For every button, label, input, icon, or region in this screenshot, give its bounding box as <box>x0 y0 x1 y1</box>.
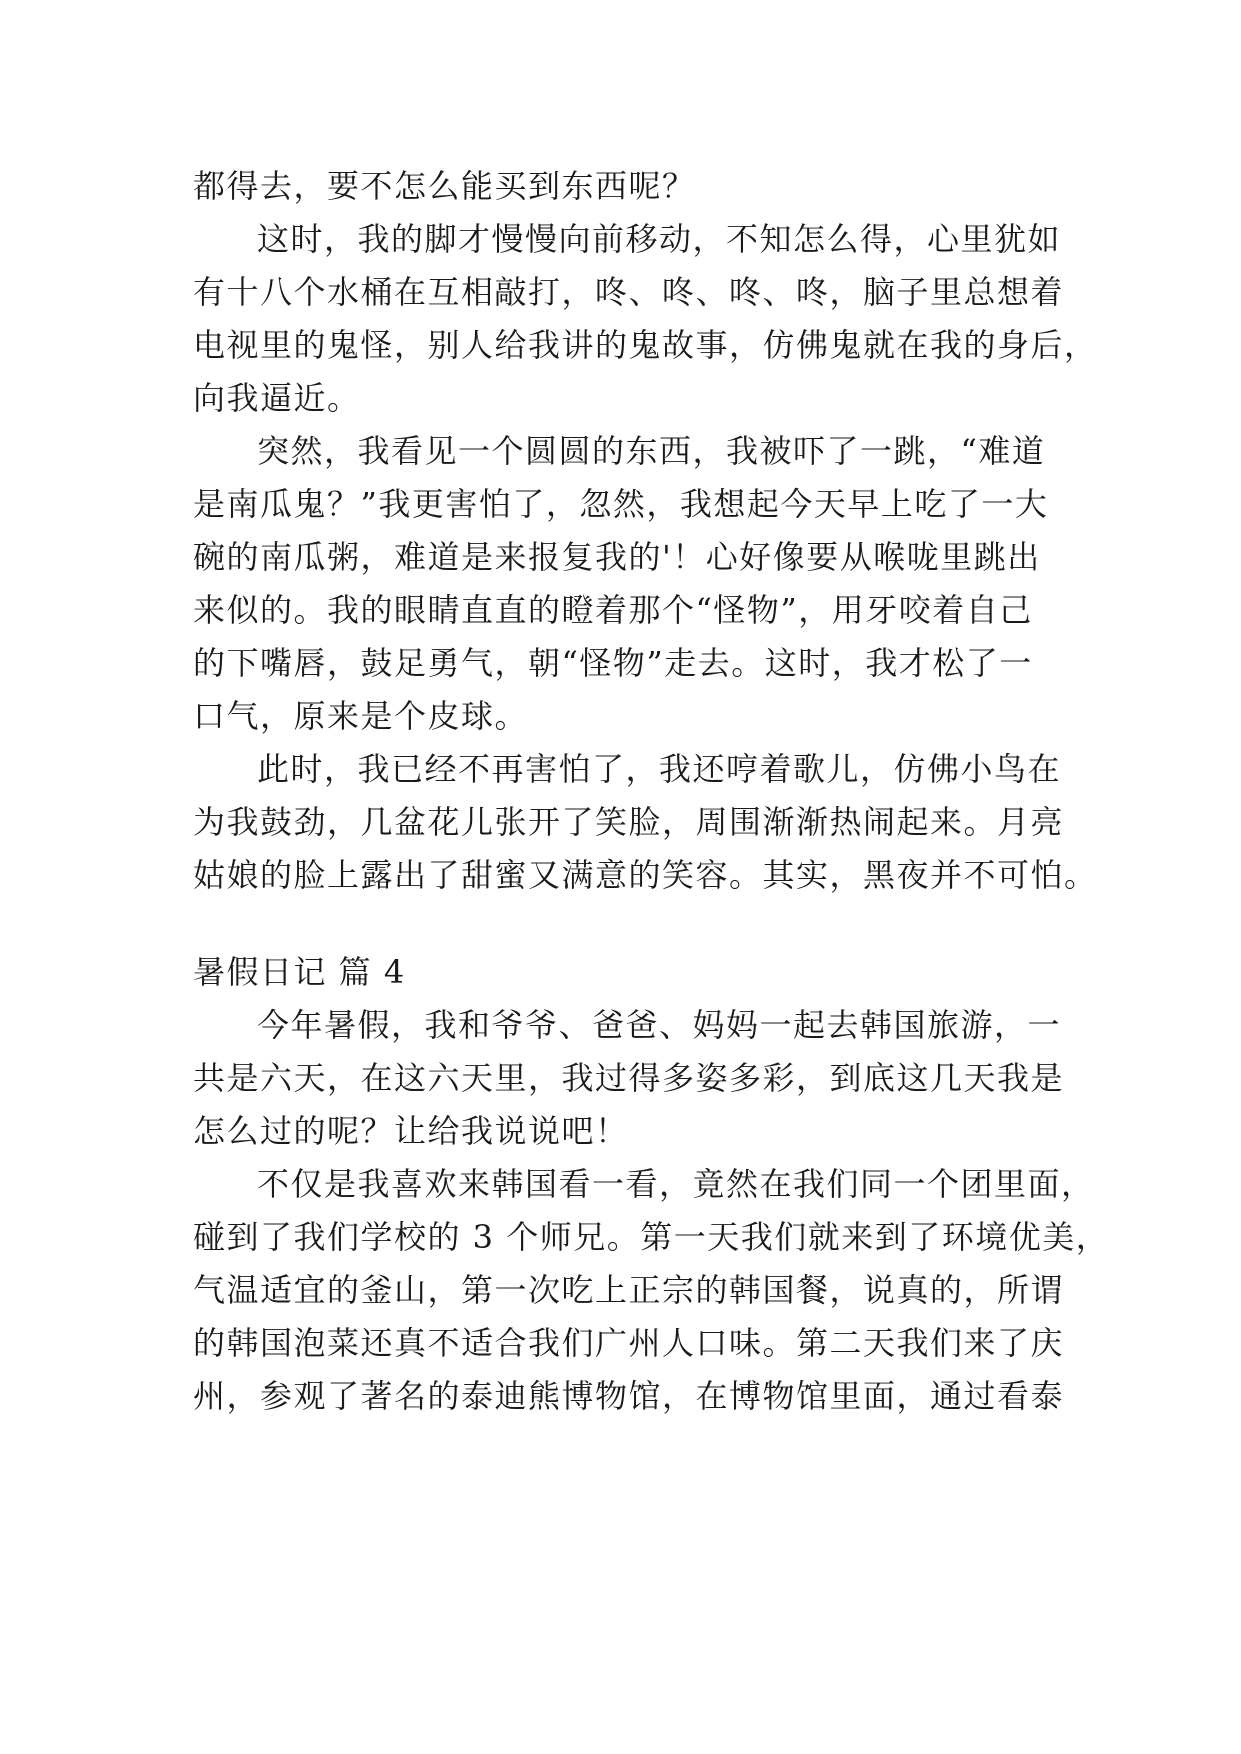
paragraph-start-line: 突然，我看见一个圆圆的东西，我被吓了一跳，“难道 <box>257 432 1046 470</box>
text-line: 电视里的鬼怪，别人给我讲的鬼故事，仿佛鬼就在我的身后， <box>193 326 1098 364</box>
text-line: 有十八个水桶在互相敲打，咚、咚、咚、咚，脑子里总想着 <box>193 273 1065 311</box>
text-line: 的韩国泡菜还真不适合我们广州人口味。第二天我们来了庆 <box>193 1324 1065 1362</box>
paragraph-start-line: 此时，我已经不再害怕了，我还哼着歌儿，仿佛小鸟在 <box>257 750 1062 788</box>
text-line: 向我逼近。 <box>193 379 361 417</box>
paragraph-start-line: 这时，我的脚才慢慢向前移动，不知怎么得，心里犹如 <box>257 220 1062 258</box>
paragraph-start-line: 不仅是我喜欢来韩国看一看，竟然在我们同一个团里面， <box>257 1165 1095 1203</box>
text-line: 为我鼓劲，几盆花儿张开了笑脸，周围渐渐热闹起来。月亮 <box>193 803 1065 841</box>
paragraph-start-line: 今年暑假，我和爷爷、爸爸、妈妈一起去韩国旅游，一 <box>257 1006 1062 1044</box>
text-line: 怎么过的呢？让给我说说吧！ <box>193 1112 629 1150</box>
text-line: 来似的。我的眼睛直直的瞪着那个“怪物”，用牙咬着自己 <box>193 591 1033 629</box>
text-line: 气温适宜的釜山，第一次吃上正宗的韩国餐，说真的，所谓 <box>193 1271 1065 1309</box>
text-line: 口气，原来是个皮球。 <box>193 697 529 735</box>
body-text <box>193 160 1110 1423</box>
section-heading: 暑假日记 篇 4 <box>193 953 406 991</box>
text-line: 共是六天，在这六天里，我过得多姿多彩，到底这几天我是 <box>193 1059 1065 1097</box>
text-line: 姑娘的脸上露出了甜蜜又满意的笑容。其实，黑夜并不可怕。 <box>193 856 1098 894</box>
text-line: 碗的南瓜粥，难道是来报复我的'！心好像要从喉咙里跳出 <box>193 538 1041 576</box>
text-line: 的下嘴唇，鼓足勇气，朝“怪物”走去。这时，我才松了一 <box>193 644 1033 682</box>
text-line: 是南瓜鬼？”我更害怕了，忽然，我想起今天早上吃了一大 <box>193 485 1049 523</box>
section-gap <box>193 902 1063 946</box>
text-line: 州，参观了著名的泰迪熊博物馆，在博物馆里面，通过看泰 <box>193 1377 1065 1415</box>
text-line: 都得去，要不怎么能买到东西呢？ <box>193 167 696 205</box>
text-line: 碰到了我们学校的 3 个师兄。第一天我们就来到了环境优美， <box>193 1218 1110 1256</box>
